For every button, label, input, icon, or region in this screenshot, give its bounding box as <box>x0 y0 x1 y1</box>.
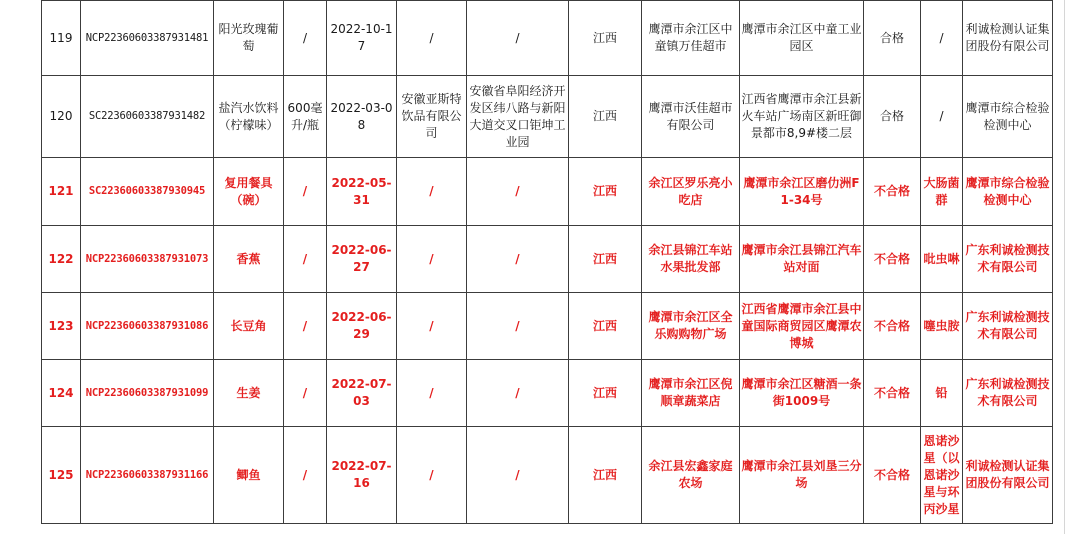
table-row <box>42 158 1053 226</box>
production-date-cell: 2022-06-27 <box>327 226 397 293</box>
row-number-cell: 119 <box>42 1 81 76</box>
failed-item-cell: 大肠菌群 <box>921 158 963 226</box>
producer-name-cell: / <box>397 226 467 293</box>
seller-name-cell: 余江县锦江车站水果批发部 <box>642 226 740 293</box>
production-date-cell: 2022-10-17 <box>327 1 397 76</box>
production-date-cell: 2022-07-03 <box>327 360 397 427</box>
inspection-result-cell: 不合格 <box>864 226 921 293</box>
table-row <box>42 293 1053 360</box>
province-cell: 江西 <box>569 293 642 360</box>
sample-code-cell: NCP22360603387931099 <box>81 360 214 427</box>
sample-name-cell: 生姜 <box>214 360 284 427</box>
seller-name-cell: 余江区罗乐亮小吃店 <box>642 158 740 226</box>
inspection-result-cell: 不合格 <box>864 293 921 360</box>
specification-cell: / <box>284 158 327 226</box>
seller-address-cell: 鹰潭市余江县锦江汽车站对面 <box>740 226 864 293</box>
row-number-cell: 123 <box>42 293 81 360</box>
sample-name-cell: 鲫鱼 <box>214 427 284 524</box>
testing-agency-cell: 利诚检测认证集团股份有限公司 <box>963 1 1053 76</box>
row-number-cell: 120 <box>42 76 81 158</box>
province-cell: 江西 <box>569 76 642 158</box>
sample-name-cell: 复用餐具（碗） <box>214 158 284 226</box>
row-number-cell: 124 <box>42 360 81 427</box>
specification-cell: / <box>284 1 327 76</box>
failed-item-cell: 恩诺沙星（以恩诺沙星与环丙沙星 <box>921 427 963 524</box>
table-row <box>42 226 1053 293</box>
inspection-result-cell: 不合格 <box>864 158 921 226</box>
failed-item-cell: / <box>921 1 963 76</box>
province-cell: 江西 <box>569 226 642 293</box>
sample-code-cell: SC22360603387931482 <box>81 76 214 158</box>
testing-agency-cell: 利诚检测认证集团股份有限公司 <box>963 427 1053 524</box>
sample-name-cell: 阳光玫瑰葡萄 <box>214 1 284 76</box>
table-row <box>42 1 1053 76</box>
testing-agency-cell: 广东利诚检测技术有限公司 <box>963 293 1053 360</box>
producer-address-cell: / <box>467 293 569 360</box>
row-number-cell: 125 <box>42 427 81 524</box>
table-row <box>42 360 1053 427</box>
row-number-cell: 121 <box>42 158 81 226</box>
producer-address-cell: / <box>467 1 569 76</box>
producer-address-cell: / <box>467 427 569 524</box>
producer-address-cell: / <box>467 226 569 293</box>
inspection-result-cell: 不合格 <box>864 427 921 524</box>
sample-name-cell: 长豆角 <box>214 293 284 360</box>
sample-name-cell: 香蕉 <box>214 226 284 293</box>
producer-address-cell: 安徽省阜阳经济开发区纬八路与新阳大道交叉口钜坤工业园 <box>467 76 569 158</box>
testing-agency-cell: 广东利诚检测技术有限公司 <box>963 360 1053 427</box>
inspection-results-table <box>41 0 1053 524</box>
production-date-cell: 2022-06-29 <box>327 293 397 360</box>
seller-address-cell: 鹰潭市余江区中童工业园区 <box>740 1 864 76</box>
seller-address-cell: 鹰潭市余江区糖酒一条街1009号 <box>740 360 864 427</box>
testing-agency-cell: 鹰潭市综合检验检测中心 <box>963 158 1053 226</box>
sample-name-cell: 盐汽水饮料（柠檬味） <box>214 76 284 158</box>
seller-address-cell: 江西省鹰潭市余江县中童国际商贸园区鹰潭农博城 <box>740 293 864 360</box>
seller-name-cell: 鹰潭市余江区中童镇万佳超市 <box>642 1 740 76</box>
producer-name-cell: / <box>397 427 467 524</box>
producer-address-cell: / <box>467 360 569 427</box>
table-row <box>42 427 1053 524</box>
inspection-result-cell: 不合格 <box>864 360 921 427</box>
sample-code-cell: NCP22360603387931086 <box>81 293 214 360</box>
failed-item-cell: 铅 <box>921 360 963 427</box>
seller-address-cell: 江西省鹰潭市余江县新火车站广场南区新旺御景都市8,9#楼二层 <box>740 76 864 158</box>
sample-code-cell: NCP22360603387931166 <box>81 427 214 524</box>
producer-address-cell: / <box>467 158 569 226</box>
testing-agency-cell: 广东利诚检测技术有限公司 <box>963 226 1053 293</box>
failed-item-cell: 吡虫啉 <box>921 226 963 293</box>
producer-name-cell: 安徽亚斯特饮品有限公司 <box>397 76 467 158</box>
specification-cell: / <box>284 360 327 427</box>
production-date-cell: 2022-05-31 <box>327 158 397 226</box>
specification-cell: / <box>284 427 327 524</box>
table-row <box>42 76 1053 158</box>
province-cell: 江西 <box>569 1 642 76</box>
sample-code-cell: NCP22360603387931073 <box>81 226 214 293</box>
specification-cell: / <box>284 293 327 360</box>
testing-agency-cell: 鹰潭市综合检验检测中心 <box>963 76 1053 158</box>
production-date-cell: 2022-03-08 <box>327 76 397 158</box>
failed-item-cell: / <box>921 76 963 158</box>
page-edge-line <box>1064 0 1065 534</box>
seller-name-cell: 鹰潭市沃佳超市有限公司 <box>642 76 740 158</box>
sample-code-cell: NCP22360603387931481 <box>81 1 214 76</box>
producer-name-cell: / <box>397 293 467 360</box>
producer-name-cell: / <box>397 1 467 76</box>
production-date-cell: 2022-07-16 <box>327 427 397 524</box>
seller-address-cell: 鹰潭市余江县刘垦三分场 <box>740 427 864 524</box>
failed-item-cell: 噻虫胺 <box>921 293 963 360</box>
seller-name-cell: 鹰潭市余江区全乐购购物广场 <box>642 293 740 360</box>
province-cell: 江西 <box>569 427 642 524</box>
inspection-result-cell: 合格 <box>864 1 921 76</box>
specification-cell: / <box>284 226 327 293</box>
sample-code-cell: SC22360603387930945 <box>81 158 214 226</box>
seller-name-cell: 鹰潭市余江区倪顺章蔬菜店 <box>642 360 740 427</box>
specification-cell: 600毫升/瓶 <box>284 76 327 158</box>
seller-address-cell: 鹰潭市余江区磨仂洲F1-34号 <box>740 158 864 226</box>
row-number-cell: 122 <box>42 226 81 293</box>
inspection-result-cell: 合格 <box>864 76 921 158</box>
producer-name-cell: / <box>397 360 467 427</box>
producer-name-cell: / <box>397 158 467 226</box>
province-cell: 江西 <box>569 158 642 226</box>
seller-name-cell: 余江县宏鑫家庭农场 <box>642 427 740 524</box>
province-cell: 江西 <box>569 360 642 427</box>
